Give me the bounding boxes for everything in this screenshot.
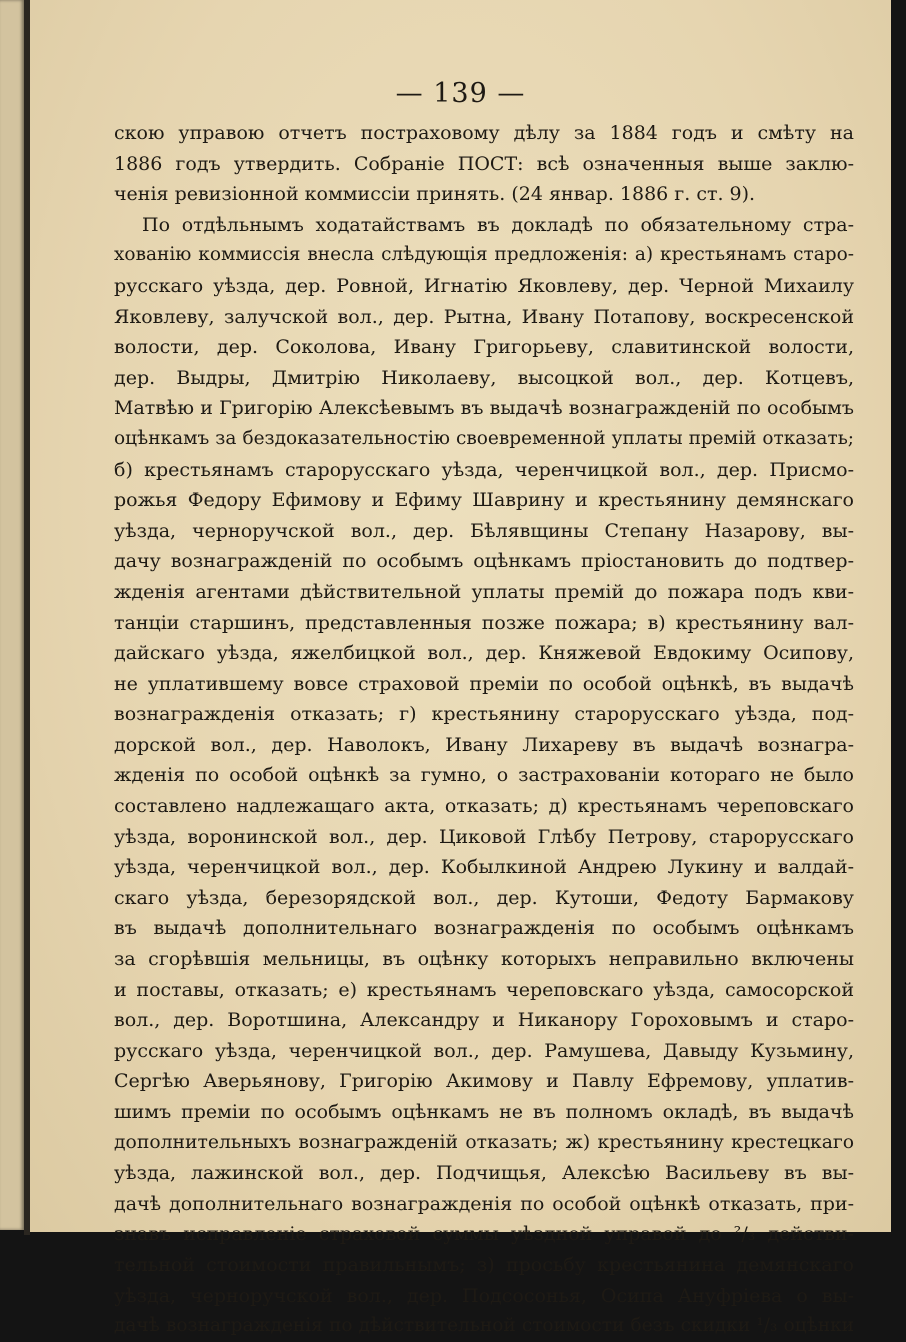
previous-page-edge xyxy=(0,0,24,1230)
text-line: не уплатившему вовсе страховой преміи по особой оцѣнкѣ, въ выдачѣ xyxy=(114,672,854,695)
text-line: По отдѣльнымъ ходатайствамъ въ докладѣ по обязательному стра- xyxy=(142,213,854,236)
text-line: дайскаго уѣзда, яжелбицкой вол., дер. Княжевой Евдокиму Осипову, xyxy=(114,642,854,665)
text-line: дополнительныхъ вознагражденій отказать; ж) крестьянину крестецкаго xyxy=(114,1131,854,1153)
text-line: скаго уѣзда, березорядской вол., дер. Кутоши, Федоту Бармакову xyxy=(114,886,854,909)
text-line: знавъ исправленіе страховой суммы уѣздной управой до ²/₃ действи- xyxy=(114,1223,854,1246)
text-line: уѣзда, черноручской вол., дер. Бѣлявщины Степану Назарову, вы- xyxy=(114,519,854,542)
text-line: танціи старшинъ, представленныя позже пожара; в) крестьянину вал- xyxy=(114,611,854,634)
body-text xyxy=(114,118,854,1342)
text-line: въ выдачѣ дополнительнаго вознагражденія по особымъ оцѣнкамъ xyxy=(114,917,854,940)
text-line: рожья Федору Ефимову и Ефиму Шаврину и крестьянину демянскаго xyxy=(114,489,854,512)
text-line: жденія по особой оцѣнкѣ за гумно, о застрахованіи котораго не было xyxy=(114,764,854,787)
book-page xyxy=(30,0,891,1337)
text-line: б) крестьянамъ старорусскаго уѣзда, черенчицкой вол., дер. Присмо- xyxy=(114,458,854,481)
text-line: скою управою отчетъ постраховому дѣлу за 1884 годъ и смѣту на xyxy=(114,122,854,144)
page-number: — 139 — xyxy=(395,78,526,109)
text-line: уѣзда, черноручской вол., дер. Подсосонья, Осипа Ануфріева о вы- xyxy=(114,1284,854,1307)
text-line: дачѣ вознагражденія по дѣйствительной стоимости безъ скидки ¹/₃ оцѣнки xyxy=(114,1315,854,1337)
text-line: и поставы, отказать; е) крестьянамъ череповскаго уѣзда, самосорской xyxy=(114,978,854,1001)
text-line: оцѣнкамъ за бездоказательностію своевременной уплаты премій отказать; xyxy=(114,427,854,449)
text-line: тельной стоимости правильнымъ; з) просьбу крестьянина демянскаго xyxy=(114,1253,854,1276)
text-line: волости, дер. Соколова, Ивану Григорьеву, славитинской волости, xyxy=(114,336,854,359)
text-line: 1886 годъ утвердить. Собраніе ПОСТ: всѣ означенныя выше заклю- xyxy=(114,152,854,175)
text-line: русскаго уѣзда, дер. Ровной, Игнатію Яковлеву, дер. Черной Михаилу xyxy=(114,274,854,297)
text-line: дер. Выдры, Дмитрію Николаеву, высоцкой вол., дер. Котцевъ, xyxy=(114,366,854,389)
text-line: уѣзда, лажинской вол., дер. Подчищья, Алексѣю Васильеву въ вы- xyxy=(114,1162,854,1185)
text-line: Сергѣю Аверьянову, Григорію Акимову и Павлу Ефремову, уплатив- xyxy=(114,1070,854,1093)
text-line: вознагражденія отказать; г) крестьянину старорусскаго уѣзда, под- xyxy=(114,703,854,726)
text-line: хованію коммиссія внесла слѣдующія предложенія: а) крестьянамъ старо- xyxy=(114,244,854,266)
text-line: Яковлеву, залучской вол., дер. Рытна, Ивану Потапову, воскресенской xyxy=(114,305,854,328)
text-line: ченія ревизіонной коммиссіи принять. (24 январ. 1886 г. ст. 9). xyxy=(114,183,756,206)
text-line: шимъ преміи по особымъ оцѣнкамъ не въ полномъ окладѣ, въ выдачѣ xyxy=(114,1101,854,1123)
text-line: вол., дер. Воротшина, Александру и Никанору Гороховымъ и старо- xyxy=(114,1009,854,1032)
text-line: жденія агентами дѣйствительной уплаты премій до пожара подъ кви- xyxy=(114,580,854,603)
text-line: дачѣ дополнительнаго вознагражденія по особой оцѣнкѣ отказать, при- xyxy=(114,1192,854,1215)
text-line: уѣзда, черенчицкой вол., дер. Кобылкиной Андрею Лукину и валдай- xyxy=(114,856,854,879)
text-line: дачу вознагражденій по особымъ оцѣнкамъ пріостановить до подтвер- xyxy=(114,550,854,573)
text-line: русскаго уѣзда, черенчицкой вол., дер. Рамушева, Давыду Кузьмину, xyxy=(114,1039,854,1062)
text-line: составлено надлежащаго акта, отказать; д) крестьянамъ череповскаго xyxy=(114,795,854,818)
text-line: уѣзда, воронинской вол., дер. Циковой Глѣбу Петрову, старорусскаго xyxy=(114,825,854,848)
text-line: Матвѣю и Григорію Алексѣевымъ въ выдачѣ вознагражденій по особымъ xyxy=(114,397,854,420)
text-line: дорской вол., дер. Наволокъ, Ивану Лихареву въ выдачѣ вознагра- xyxy=(114,733,854,756)
text-line: за сгорѣвшія мельницы, въ оцѣнку которыхъ неправильно включены xyxy=(114,948,854,971)
